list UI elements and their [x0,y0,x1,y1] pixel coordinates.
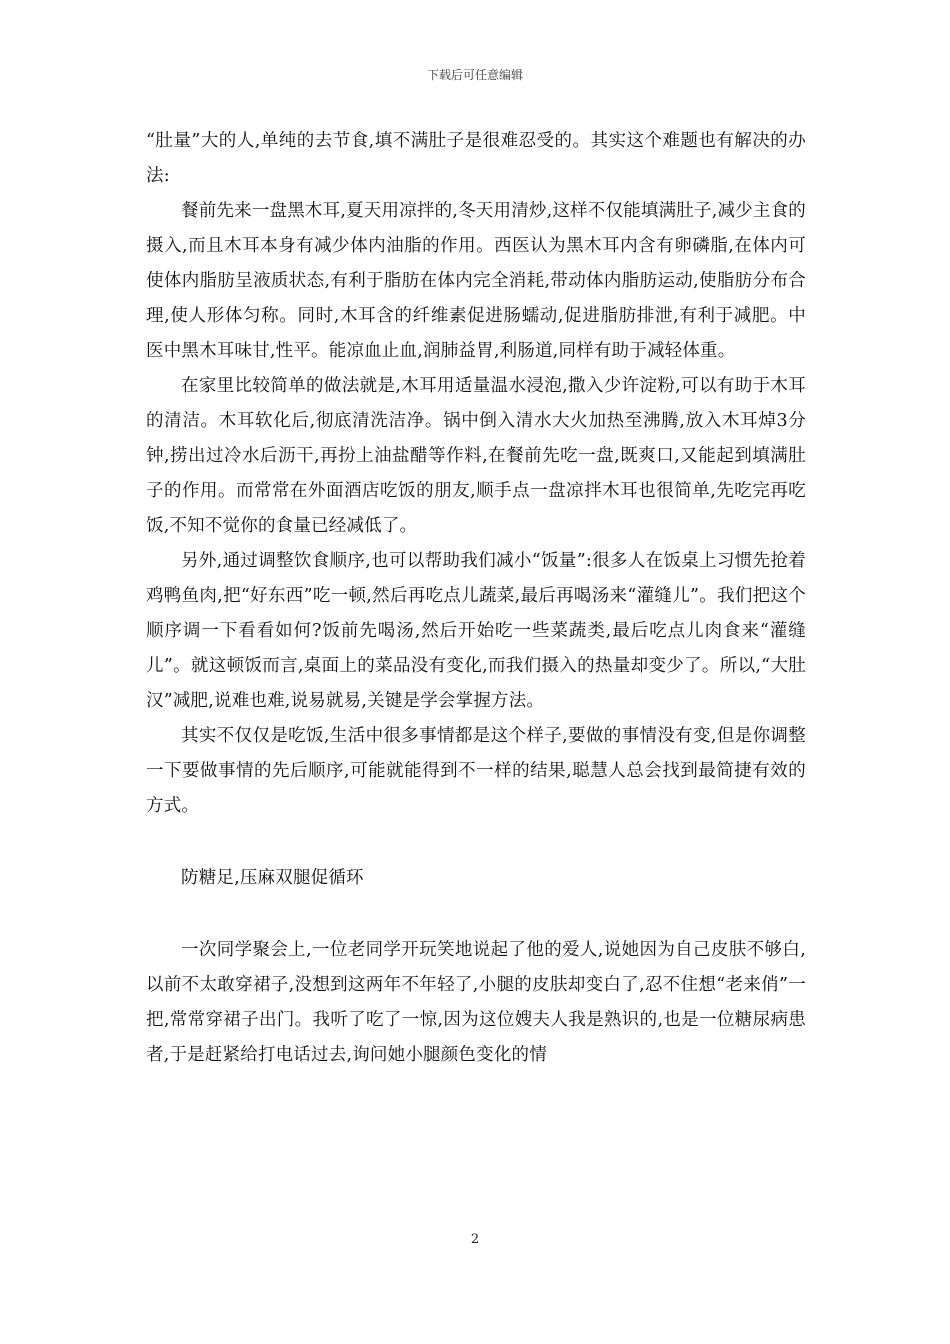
paragraph: 餐前先来一盘黑木耳,夏天用凉拌的,冬天用清炒,这样不仅能填满肚子,减少主食的摄入,而且木耳本身有减少体内油脂的作用。西医认为黑木耳内含有卵磷脂,在体内可使体内脂肪呈液质状态,有利于脂肪在体内完全消耗,带动体内脂肪运动,使脂肪分布合理,使人形体匀称。同时,木耳含的纤维素促进肠蠕动,促进脂肪排泄,有利于减肥。中医中黑木耳味甘,性平。能凉血止血,润肺益胃,利肠道,同样有助于减轻体重。 [146,201,806,361]
paragraph: 一次同学聚会上,一位老同学开玩笑地说起了他的爱人,说她因为自己皮肤不够白,以前不太敢穿裙子,没想到这两年不年轻了,小腿的皮肤却变白了,忍不住想“老来俏”一把,常常穿裙子出门。我听了吃了一惊,因为这位嫂夫人我是熟识的,也是一位糖尿病患者,于是赶紧给打电话过去,询问她小腿颜色变化的情 [146,940,806,1065]
paragraph: 在家里比较简单的做法就是,木耳用适量温水浸泡,撒入少许淀粉,可以有助于木耳的清洁。木耳软化后,彻底清洗洁净。锅中倒入清水大火加热至沸腾,放入木耳焯3分钟,捞出过冷水后沥干,再扮上油盐醋等作料,在餐前先吃一盘,既爽口,又能起到填满肚子的作用。而常常在外面酒店吃饭的朋友,顺手点一盘凉拌木耳也很简单,先吃完再吃饭,不知不觉你的食量已经减低了。 [146,376,806,536]
paragraph: 其实不仅仅是吃饭,生活中很多事情都是这个样子,要做的事情没有变,但是你调整一下要做事情的先后顺序,可能就能得到不一样的结果,聪慧人总会找到最简捷有效的方式。 [146,726,806,816]
page-number: 2 [470,1232,480,1247]
document-body [146,124,806,1073]
paragraph: “肚量”大的人,单纯的去节食,填不满肚子是很难忍受的。其实这个难题也有解决的办法: [146,131,806,186]
paragraph: 另外,通过调整饮食顺序,也可以帮助我们减小“饭量”:很多人在饭桌上习惯先抢着鸡鸭鱼肉,把“好东西”吃一顿,然后再吃点儿蔬菜,最后再喝汤来“灌缝儿”。我们把这个顺序调一下看看如何?饭前先喝汤,然后开始吃一些菜蔬类,最后吃点儿肉食来“灌缝儿”。就这顿饭而言,桌面上的菜品没有变化,而我们摄入的热量却变少了。所以,“大肚汉”减肥,说难也难,说易就易,关键是学会掌握方法。 [146,551,806,711]
page-header: 下载后可任意编辑 [426,68,523,82]
section-heading: 防糖足,压麻双腿促循环 [181,868,364,888]
